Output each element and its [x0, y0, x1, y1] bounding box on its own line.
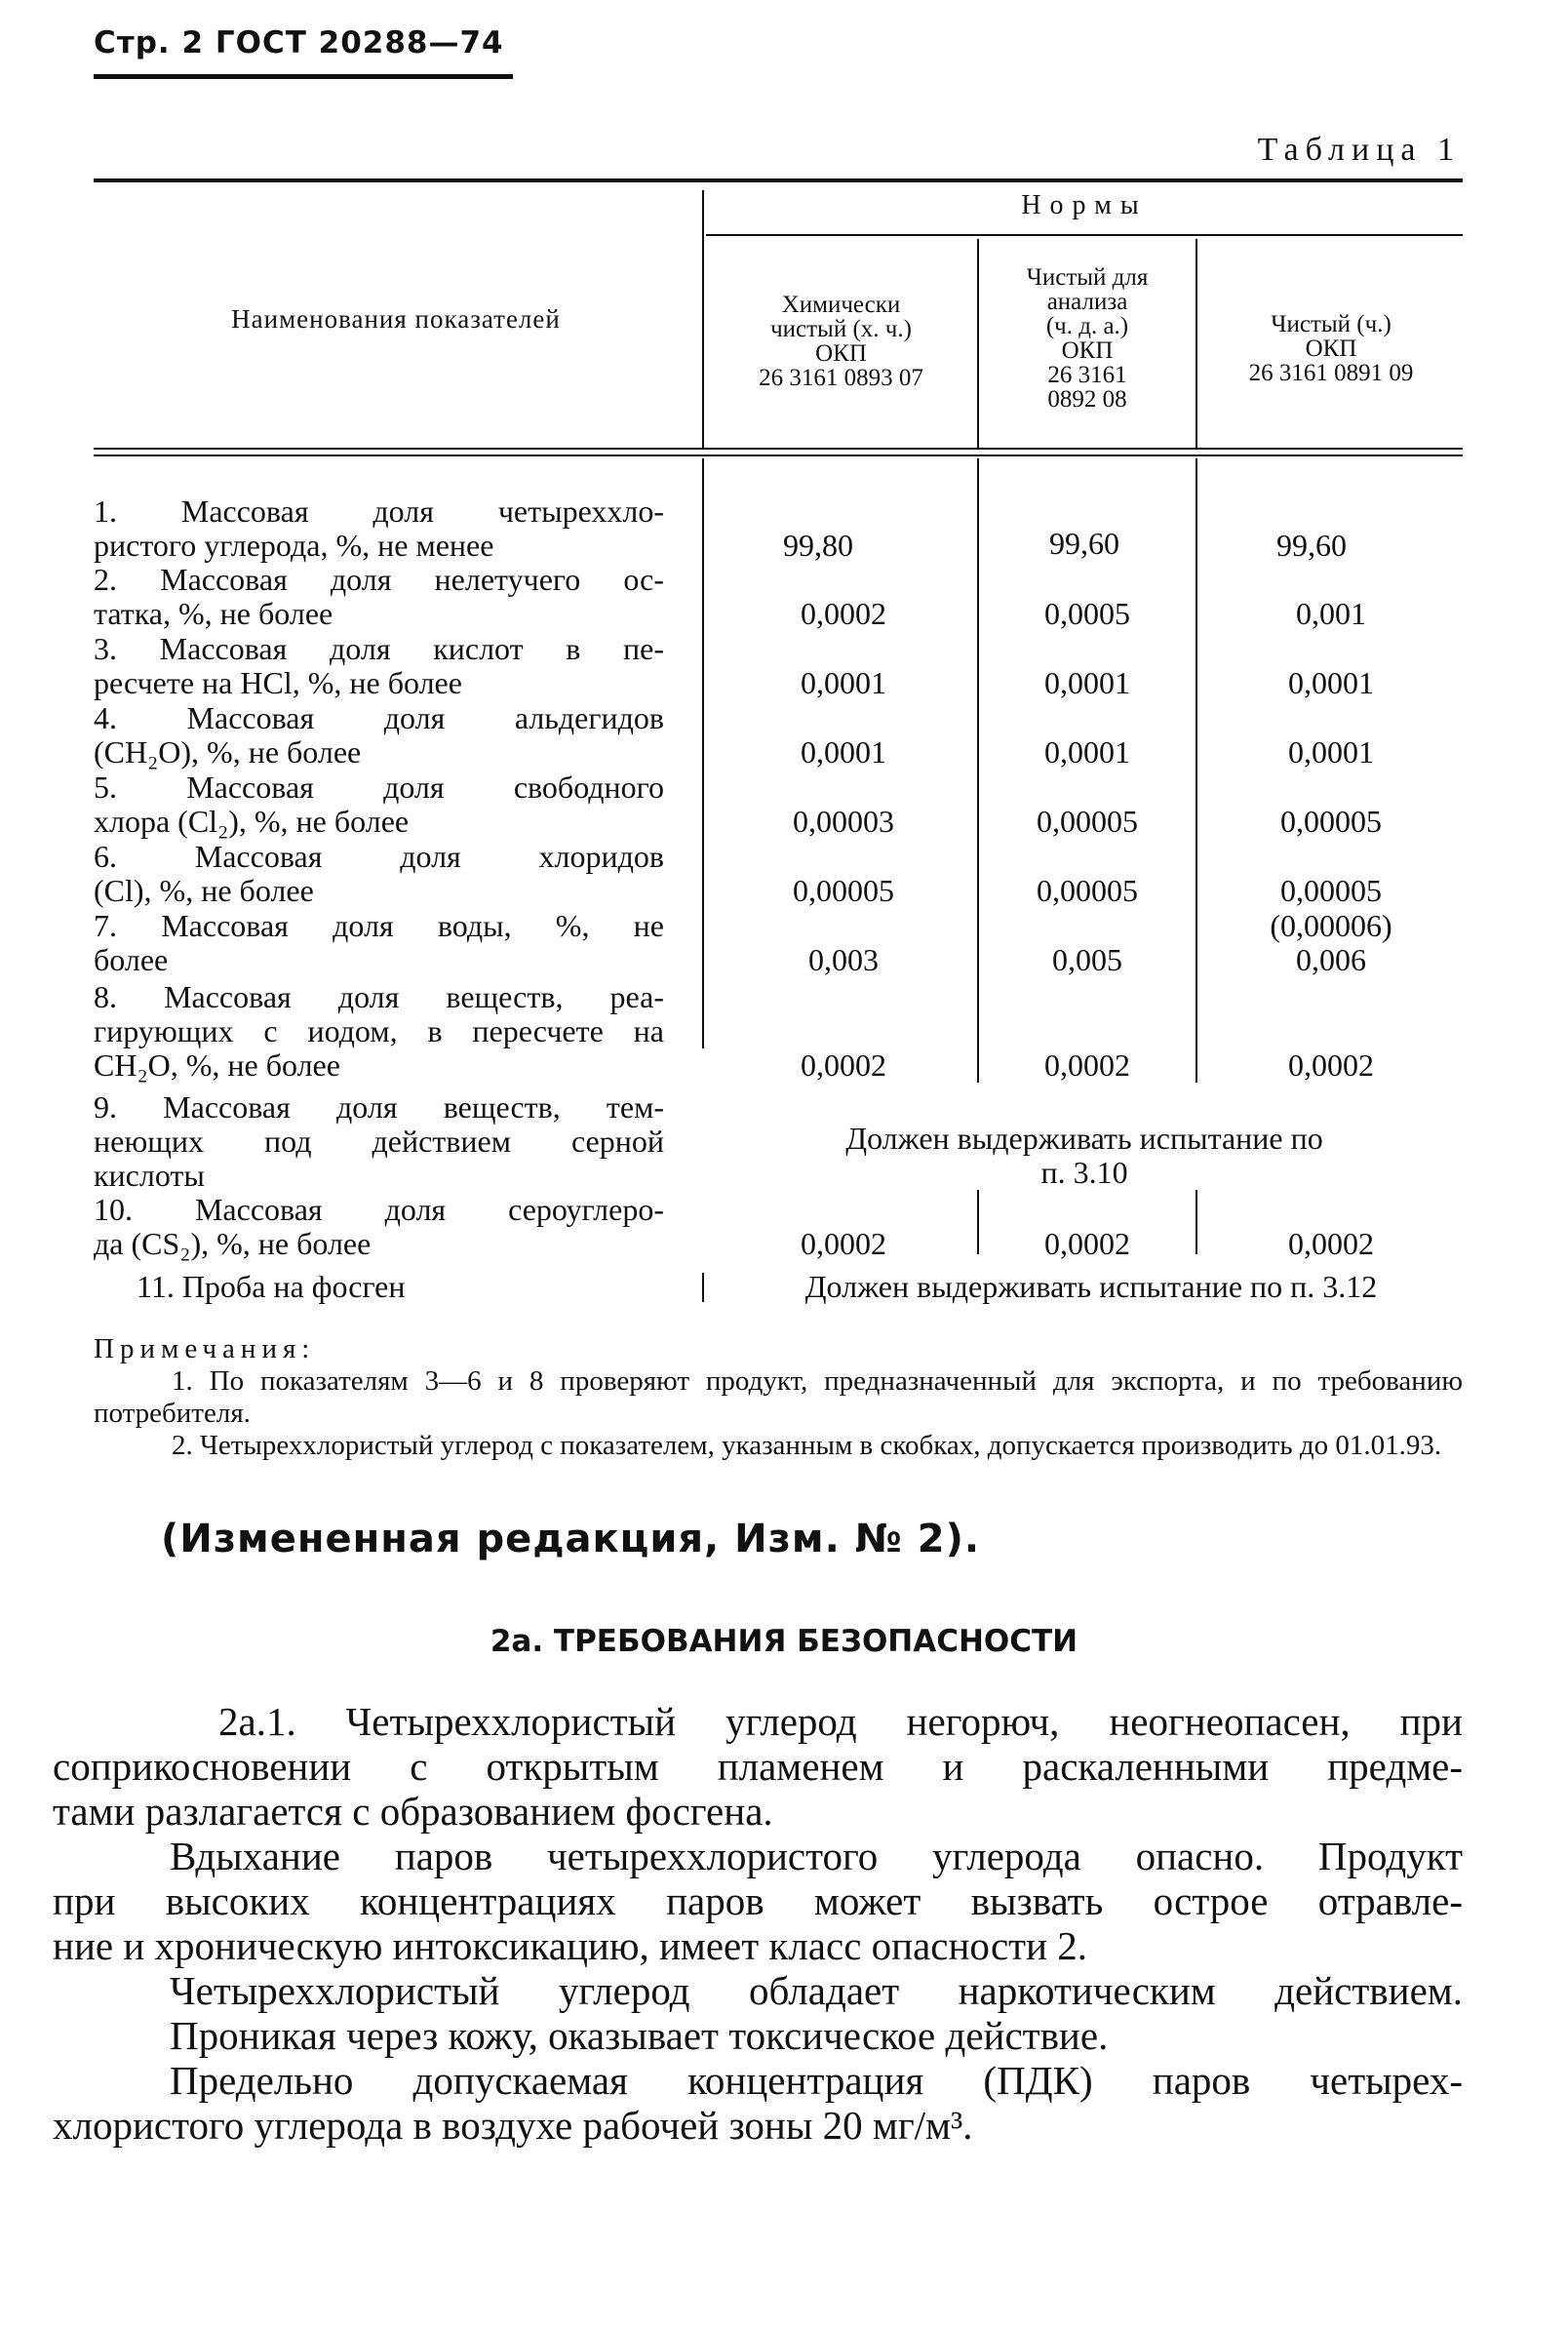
table-notes	[94, 1333, 1463, 1462]
table-cell: 0,00005	[793, 873, 894, 908]
table-cell: 0,0002	[1288, 1226, 1374, 1261]
table-cell: 0,0001	[801, 734, 886, 770]
notes-title: Примечания:	[94, 1333, 316, 1364]
table-row-name-5: 5. Массовая доля свободного хлора (Cl₂), %, не более	[94, 770, 664, 839]
norms-rule	[706, 234, 1463, 236]
table-header-col1: Химически чистый (х. ч.) ОКП 26 3161 0893 07	[759, 292, 923, 391]
note-item: 2. Четыреххлористый углерод с показателем, указанным в скобках, допускается производить до 01.01.93.	[172, 1430, 1442, 1461]
table-row-name-3: 3. Массовая доля кислот в пе- ресчете на HCl, %, не более	[94, 631, 664, 700]
table-header-col3: Чистый (ч.) ОКП 26 3161 0891 09	[1248, 311, 1414, 386]
table-header-col2: Чистый для анализа (ч. д. а.) ОКП 26 3161 0892 08	[1026, 264, 1149, 413]
table-header-names: Наименования показателей	[231, 304, 561, 334]
table-cell: 0,006	[1296, 942, 1366, 977]
table-cell: 0,00005	[1037, 804, 1138, 839]
table-cell: 0,0001	[1288, 665, 1374, 700]
table-row-name-1: 1. Массовая доля четыреххло- ристого углерода, %, не менее	[94, 494, 664, 563]
divider-name-col-body	[702, 458, 704, 1048]
divider-col1-col2-head	[977, 239, 979, 449]
table-header-norms: Нормы	[1021, 190, 1148, 220]
table-cell: 0,00003	[793, 804, 894, 839]
table-row-name-8: 8. Массовая доля веществ, реа- гирующих с иодом, в пересчете на CH₂O, %, не более	[94, 979, 664, 1083]
table-top-rule	[94, 178, 1463, 182]
table-cell: 0,00005	[1280, 873, 1382, 908]
table-cell: 0,00005	[1280, 804, 1382, 839]
table-cell: 0,003	[808, 942, 879, 977]
paragraph: Вдыхание паров четыреххлористого углерода опасно. Продукт при высоких концентрациях паров может вызвать острое отравле- ние и хроническую интоксикацию, имеет класс опасности 2.	[53, 1834, 1463, 1968]
table-cell: 0,0005	[1044, 596, 1130, 631]
table-cell: 0,0002	[1288, 1047, 1374, 1083]
table-cell: 0,0002	[1044, 1226, 1130, 1261]
amendment-note: (Измененная редакция, Изм. № 2).	[161, 1517, 981, 1561]
divider-name-col-last	[702, 1273, 704, 1302]
table-cell-note: (0,00006)	[1270, 908, 1392, 943]
divider-col2-col3-head	[1196, 239, 1197, 449]
table-cell: 0,0001	[801, 665, 886, 700]
page-header: Стр. 2 ГОСТ 20288—74	[94, 25, 504, 60]
table-cell: 0,0002	[1044, 1047, 1130, 1083]
note-item: 1. По показателям 3—6 и 8 проверяют продукт, предназначенный для экспорта, и по требованию потребителя.	[94, 1365, 1463, 1429]
table-cell: 0,0002	[801, 596, 886, 631]
table-cell: 0,005	[1052, 942, 1122, 977]
section-title: 2а. ТРЕБОВАНИЯ БЕЗОПАСНОСТИ	[490, 1624, 1078, 1659]
table-merged-cell: Должен выдерживать испытание по п. 3.10	[845, 1121, 1323, 1190]
table-cell: 99,60	[1049, 526, 1119, 561]
table-cell: 0,00005	[1037, 873, 1138, 908]
paragraph: 2а.1. Четыреххлористый углерод негорюч, неогнеопасен, при соприкосновении с открытым пламенем и раскаленными предме- тами разлагается с образованием фосгена.	[53, 1699, 1463, 1834]
table-cell: 0,0002	[801, 1047, 886, 1083]
table-row-name-2: 2. Массовая доля нелетучего ос- татка, %, не более	[94, 562, 664, 631]
table-cell: 0,0001	[1288, 734, 1374, 770]
header-bottom-rule-2	[94, 454, 1463, 456]
paragraph: Четыреххлористый углерод обладает наркотическим действием.	[170, 1968, 1463, 2013]
paragraph: Проникая через кожу, оказывает токсическое действие.	[170, 2013, 1109, 2058]
header-bottom-rule-1	[94, 448, 1463, 450]
table-row-name-10: 10. Массовая доля сероуглеро- да (CS₂), %, не более	[94, 1192, 664, 1261]
paragraph: Предельно допускаемая концентрация (ПДК) паров четырех- хлористого углерода в воздухе рабочей зоны 20 мг/м³.	[53, 2058, 1463, 2148]
table-cell: 0,0001	[1044, 665, 1130, 700]
table-cell: 0,0001	[1044, 734, 1130, 770]
table-caption: Таблица 1	[1257, 132, 1461, 168]
table-row-name-11: 11. Проба на фосген	[137, 1269, 406, 1304]
table-cell: 0,001	[1296, 596, 1366, 631]
header-rule	[94, 74, 513, 79]
table-cell: 0,0002	[801, 1226, 886, 1261]
table-row-name-9: 9. Массовая доля веществ, тем- неющих под действием серной кислоты	[94, 1089, 664, 1193]
table-cell: 99,60	[1276, 528, 1347, 563]
table-row-name-7: 7. Массовая доля воды, %, не более	[94, 908, 664, 977]
table-merged-cell: Должен выдерживать испытание по п. 3.12	[804, 1269, 1378, 1304]
table-cell: 99,80	[783, 528, 853, 563]
table-row-name-6: 6. Массовая доля хлоридов (Cl), %, не более	[94, 839, 664, 908]
divider-name-col	[702, 190, 704, 449]
table-row-name-4: 4. Массовая доля альдегидов (CH₂O), %, не более	[94, 700, 664, 770]
